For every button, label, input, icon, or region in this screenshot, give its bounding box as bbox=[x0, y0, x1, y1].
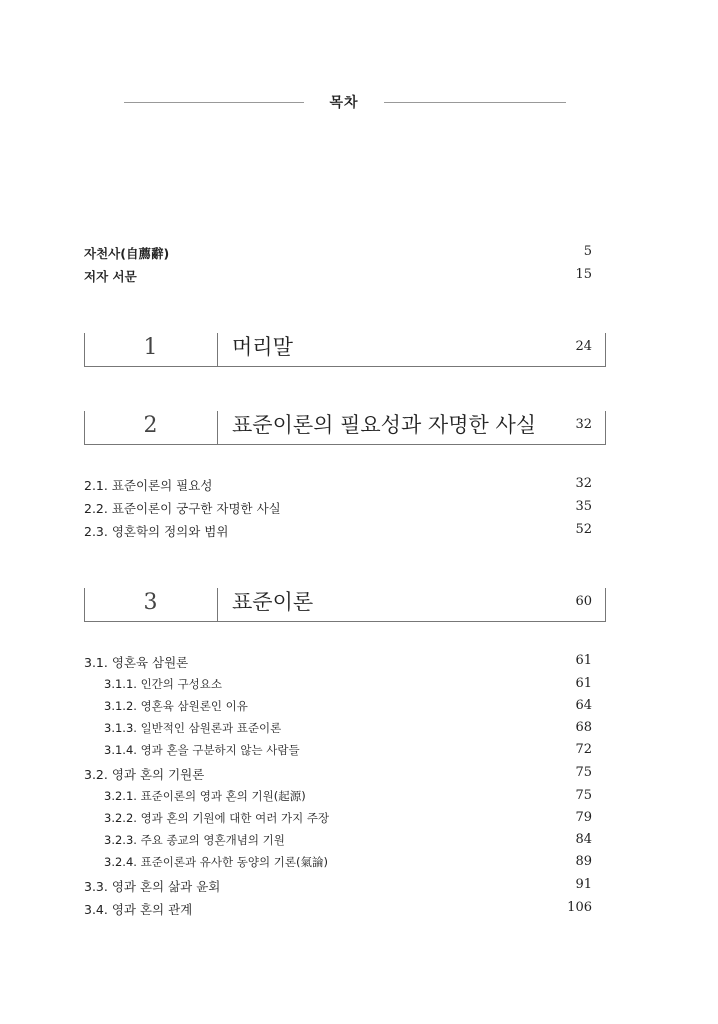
entry-page: 15 bbox=[575, 267, 592, 282]
entry-label: 3.2.1. 표준이론의 영과 혼의 기원(起源) bbox=[104, 789, 306, 803]
toc-entry[interactable] bbox=[84, 476, 592, 494]
toc-entry[interactable] bbox=[84, 653, 592, 671]
entry-page: 32 bbox=[575, 476, 592, 491]
entry-page: 84 bbox=[575, 832, 592, 847]
chapter-page: 60 bbox=[575, 594, 592, 609]
chapter-page: 32 bbox=[575, 417, 592, 432]
chapter-page: 24 bbox=[575, 339, 592, 354]
entry-label: 3.1.3. 일반적인 삼원론과 표준이론 bbox=[104, 721, 282, 735]
entry-label: 3.2.3. 주요 종교의 영혼개념의 기원 bbox=[104, 833, 285, 847]
entry-page: 79 bbox=[575, 810, 592, 825]
entry-page: 61 bbox=[575, 676, 592, 691]
toc-entry-front[interactable] bbox=[84, 244, 592, 262]
header-rule-left bbox=[124, 102, 304, 103]
toc-entry-front[interactable] bbox=[84, 267, 592, 285]
box-rule bbox=[605, 588, 606, 622]
chapter-title: 표준이론의 필요성과 자명한 사실 bbox=[232, 413, 537, 437]
toc-entry[interactable] bbox=[84, 877, 592, 895]
entry-label: 3.4. 영과 혼의 관계 bbox=[84, 902, 193, 917]
entry-label: 3.2.2. 영과 혼의 기원에 대한 여러 가지 주장 bbox=[104, 811, 330, 825]
entry-page: 35 bbox=[575, 499, 592, 514]
entry-label: 3.1.1. 인간의 구성요소 bbox=[104, 677, 222, 691]
box-rule bbox=[84, 366, 606, 367]
entry-label: 3.3. 영과 혼의 삶과 윤회 bbox=[84, 879, 221, 894]
entry-page: 52 bbox=[575, 522, 592, 537]
chapter-number: 1 bbox=[143, 335, 158, 360]
entry-label: 3.1.4. 영과 혼을 구분하지 않는 사람들 bbox=[104, 743, 300, 757]
entry-page: 5 bbox=[583, 244, 592, 259]
toc-header bbox=[0, 92, 718, 114]
chapter-number: 3 bbox=[143, 590, 158, 615]
entry-page: 68 bbox=[575, 720, 592, 735]
box-rule bbox=[217, 333, 218, 367]
toc-subentry[interactable] bbox=[84, 832, 592, 850]
entry-page: 72 bbox=[575, 742, 592, 757]
chapter-2-heading[interactable] bbox=[84, 411, 606, 445]
entry-label: 저자 서문 bbox=[84, 269, 137, 284]
toc-entry[interactable] bbox=[84, 522, 592, 540]
toc-entry[interactable] bbox=[84, 900, 592, 918]
toc-subentry[interactable] bbox=[84, 810, 592, 828]
box-rule bbox=[605, 411, 606, 445]
toc-subentry[interactable] bbox=[84, 676, 592, 694]
box-rule bbox=[217, 588, 218, 622]
box-rule bbox=[217, 411, 218, 445]
toc-entry[interactable] bbox=[84, 499, 592, 517]
entry-page: 91 bbox=[575, 877, 592, 892]
toc-subentry[interactable] bbox=[84, 698, 592, 716]
box-rule bbox=[605, 333, 606, 367]
box-rule bbox=[84, 444, 606, 445]
chapter-number: 2 bbox=[143, 413, 158, 438]
toc-subentry[interactable] bbox=[84, 742, 592, 760]
header-rule-right bbox=[384, 102, 566, 103]
chapter-3-heading[interactable] bbox=[84, 588, 606, 622]
toc-title: 목차 bbox=[329, 95, 359, 111]
entry-page: 61 bbox=[575, 653, 592, 668]
chapter-title: 머리말 bbox=[232, 335, 293, 359]
toc-entry[interactable] bbox=[84, 765, 592, 783]
toc-subentry[interactable] bbox=[84, 788, 592, 806]
entry-label: 3.1.2. 영혼육 삼원론인 이유 bbox=[104, 699, 248, 713]
entry-label: 2.1. 표준이론의 필요성 bbox=[84, 478, 213, 493]
entry-label: 자천사(自薦辭) bbox=[84, 246, 170, 261]
entry-label: 3.2. 영과 혼의 기원론 bbox=[84, 767, 205, 782]
entry-label: 2.2. 표준이론이 궁구한 자명한 사실 bbox=[84, 501, 281, 516]
entry-label: 3.2.4. 표준이론과 유사한 동양의 기론(氣論) bbox=[104, 855, 328, 869]
entry-page: 75 bbox=[575, 765, 592, 780]
toc-subentry[interactable] bbox=[84, 854, 592, 872]
entry-page: 89 bbox=[575, 854, 592, 869]
box-rule bbox=[84, 621, 606, 622]
chapter-title: 표준이론 bbox=[232, 590, 314, 614]
entry-page: 64 bbox=[575, 698, 592, 713]
toc-subentry[interactable] bbox=[84, 720, 592, 738]
entry-label: 3.1. 영혼육 삼원론 bbox=[84, 655, 189, 670]
entry-page: 106 bbox=[567, 900, 592, 915]
chapter-1-heading[interactable] bbox=[84, 333, 606, 367]
entry-label: 2.3. 영혼학의 정의와 범위 bbox=[84, 524, 229, 539]
entry-page: 75 bbox=[575, 788, 592, 803]
